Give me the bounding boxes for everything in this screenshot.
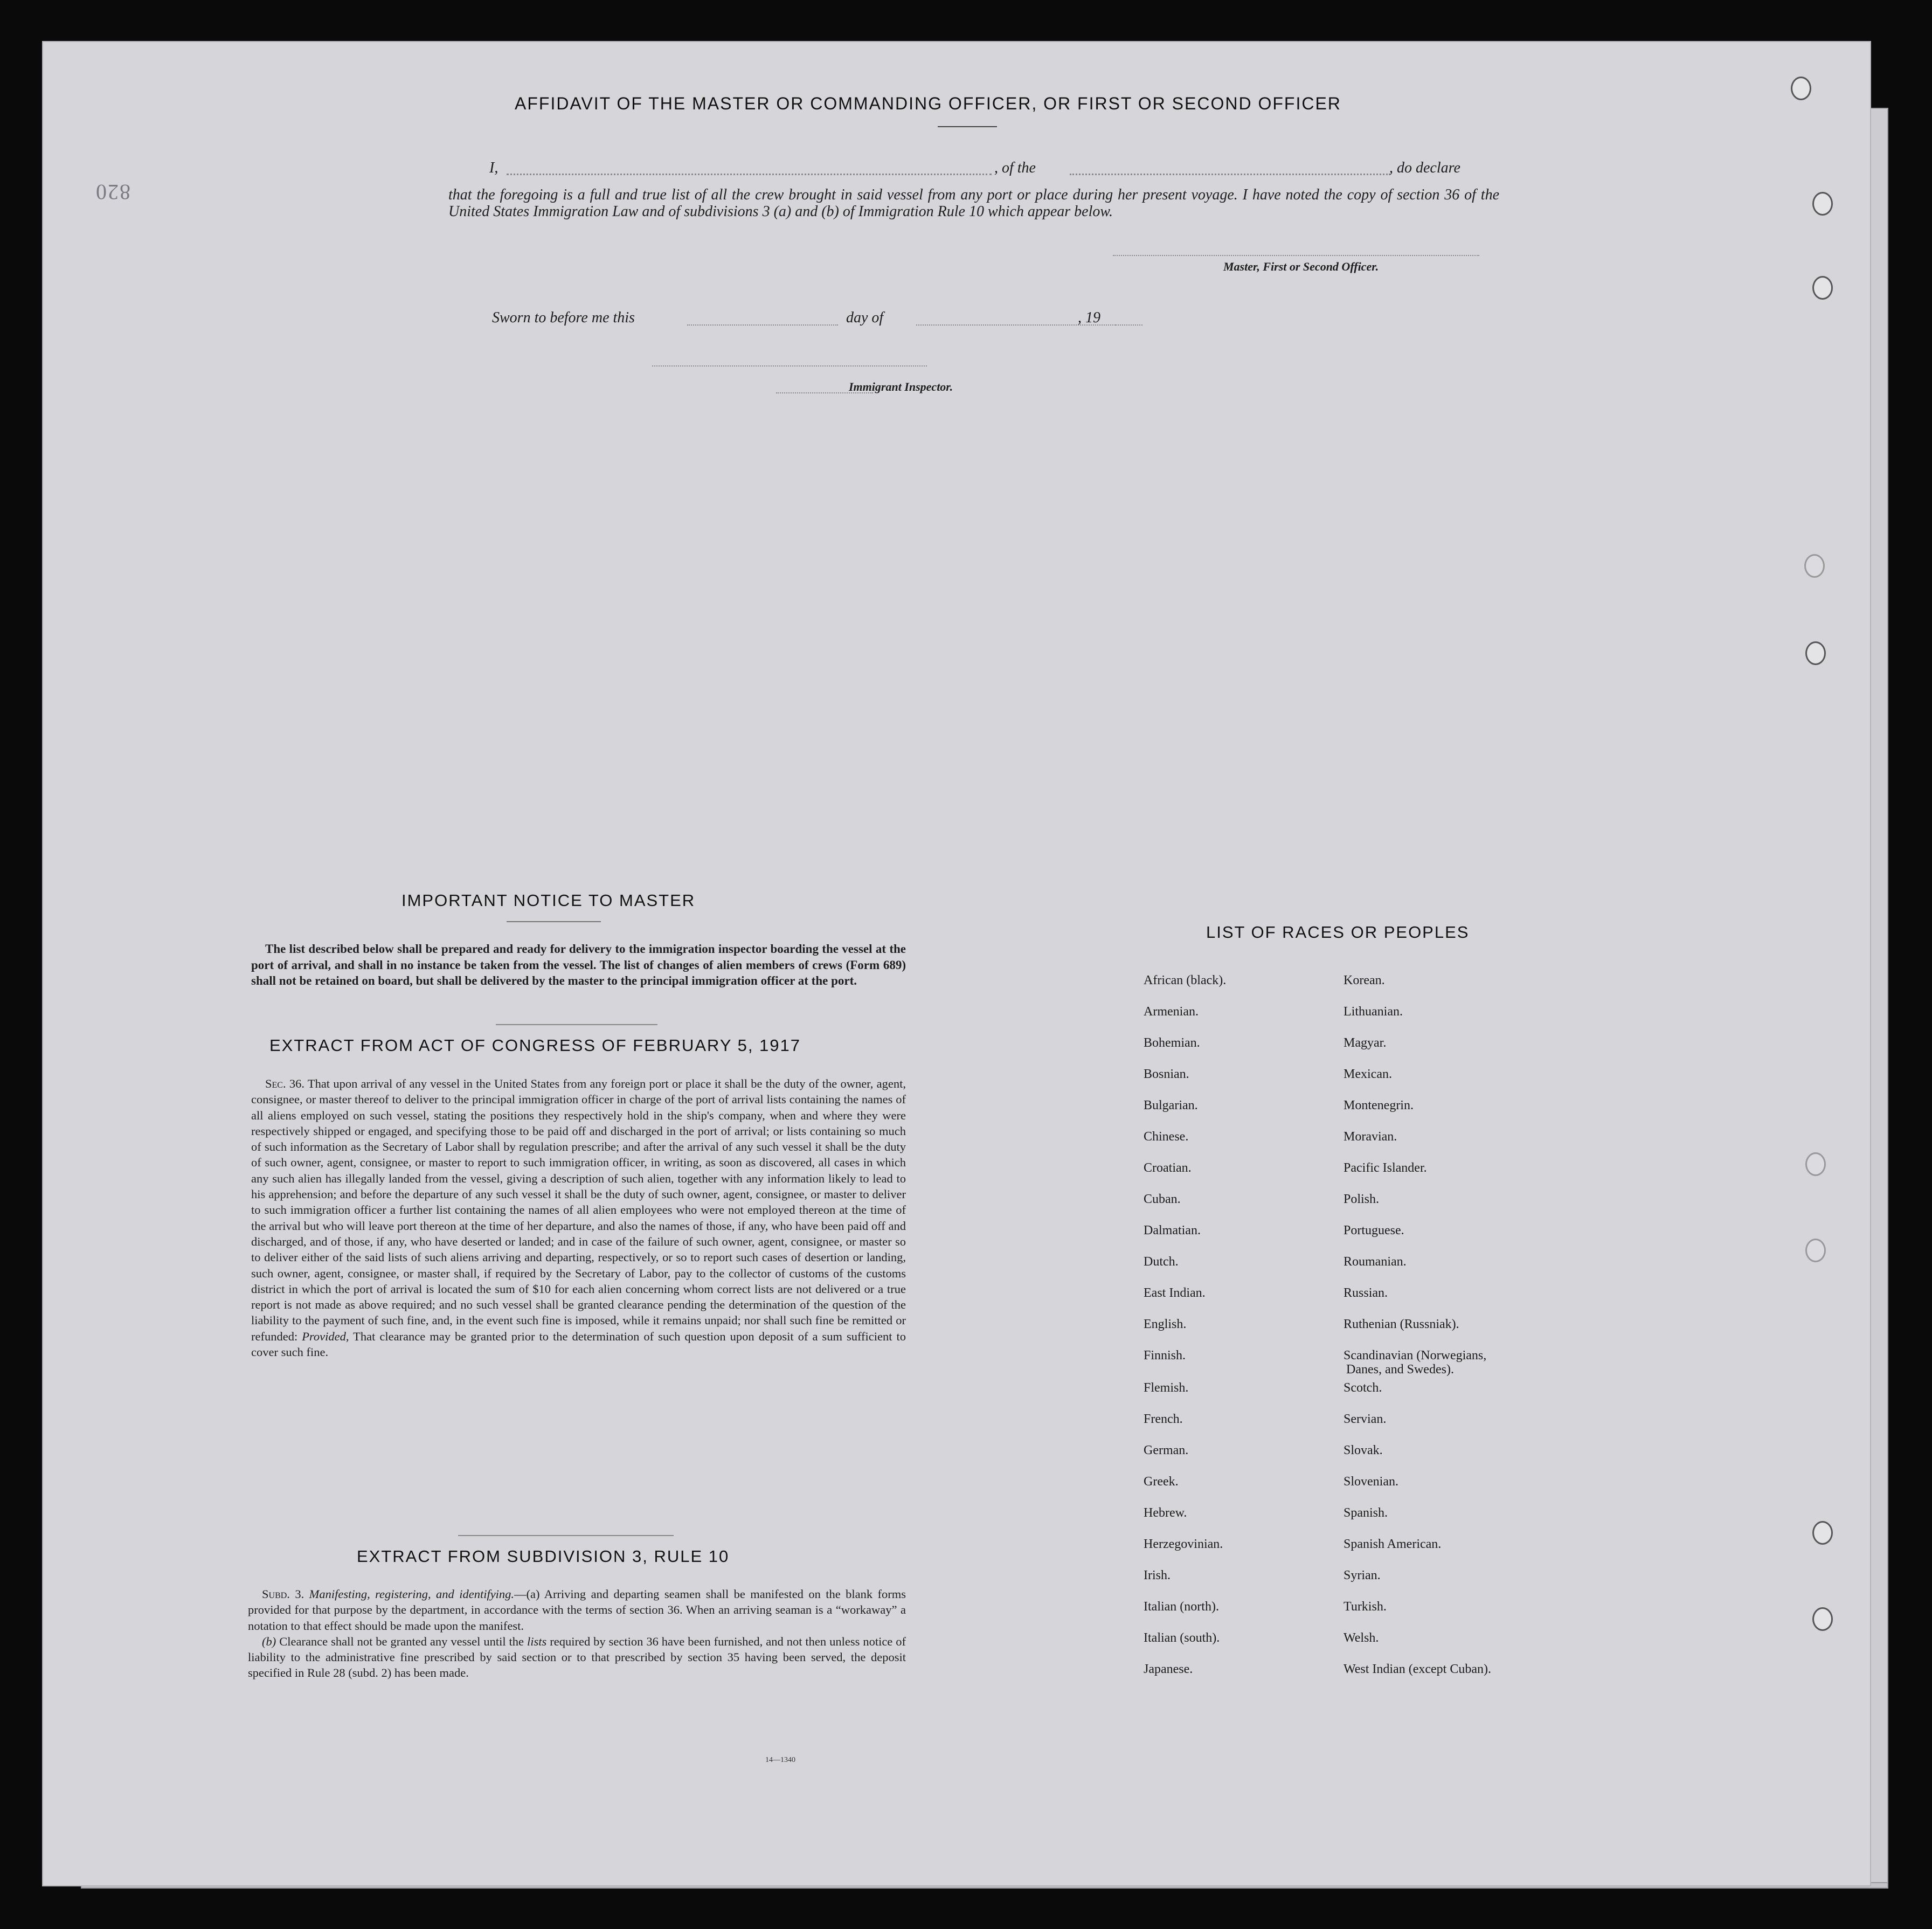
binder-hole [1805,1152,1826,1176]
affidavit-body: that the foregoing is a full and true list of all the crew brought in said vessel from any port or place during her present voyage. I have noted the copy of section 36 of the United States Immigration Law and of subdivisions 3 (a) and (b) of Immigration Rule 10 which appear below. [448,186,1499,220]
race-item: African (black). [1144,973,1227,987]
binder-hole [1805,641,1826,665]
rule-subd-label: Subd. 3. [262,1587,304,1601]
race-item: French. [1144,1412,1183,1426]
signature-caption: Master, First or Second Officer. [1223,260,1379,273]
race-item: Polish. [1344,1192,1380,1206]
binder-hole [1804,554,1825,578]
act-section-label: Sec. 36. [265,1077,304,1090]
rule-para-b-pre: Clearance shall not be granted any vessel until the [279,1634,524,1648]
notice-text [251,941,906,989]
act-rule [458,1535,674,1536]
affidavit-divider [938,126,997,127]
race-item: Turkish. [1344,1600,1387,1614]
race-item: Chinese. [1144,1130,1189,1144]
race-scandinavian-continuation: Danes, and Swedes). [1346,1363,1454,1377]
race-item: Ruthenian (Russniak). [1344,1317,1459,1331]
race-item: Slovenian. [1344,1475,1398,1489]
signature-blank [1113,255,1479,256]
affidavit-of-the-label: , of the [994,160,1036,176]
notice-rule [496,1024,657,1025]
race-item: Slovak. [1344,1443,1383,1457]
race-item: Lithuanian. [1344,1005,1403,1019]
affidavit-i-label: I, [489,160,498,176]
sworn-label: Sworn to before me this [492,309,635,326]
notice-title: IMPORTANT NOTICE TO MASTER [401,891,696,910]
affidavit-do-declare-label: , do declare [1389,160,1460,176]
inspector-caption: Immigrant Inspector. [849,380,953,393]
binder-hole [1812,1521,1833,1545]
affidavit-title: AFFIDAVIT OF THE MASTER OR COMMANDING OFFICER, OR FIRST OR SECOND OFFICER [515,94,1341,113]
race-item: Roumanian. [1344,1255,1407,1269]
rule-para-b-label: (b) [262,1634,276,1648]
document-page [43,42,1870,1885]
race-item: Bosnian. [1144,1067,1189,1081]
inspector-blank-1 [652,365,927,367]
race-item: Croatian. [1144,1161,1192,1175]
race-item: Korean. [1344,973,1385,987]
race-item: Pacific Islander. [1344,1161,1427,1175]
race-item: Armenian. [1144,1005,1199,1019]
binder-hole [1812,192,1833,216]
race-item: Syrian. [1344,1568,1381,1582]
rule-para-b-post: required by section 36 have been furnished, and not then unless notice of liability to the administrative fine prescribed by said section or to that prescribed by section 35 having been served, the deposit specified in Rule 28 (subd. 2) has been made. [248,1634,906,1680]
race-item: Russian. [1344,1286,1388,1300]
race-item: Magyar. [1344,1036,1387,1050]
rule-para-a: —(a) Arriving and departing seamen shall be manifested on the blank forms provided for that purpose by the department, in accordance with the terms of section 36. When an arriving seaman is a “workaway” a notation to that effect should be made upon the manifest. [248,1587,906,1633]
race-item: Bulgarian. [1144,1098,1198,1112]
notice-paragraph: The list described below shall be prepared and ready for delivery to the immigration inspector boarding the vessel at the port of arrival, and shall in no instance be taken from the vessel. The list of changes of alien members of crews (Form 689) shall not be retained on board, but shall be delivered by the master to the principal immigration officer at the port. [251,942,906,987]
race-item: Finnish. [1144,1349,1186,1363]
race-item: Spanish. [1344,1506,1388,1520]
act-section-text: That upon arrival of any vessel in the United States from any foreign port or place it shall be the duty of the owner, agent, consignee, or master thereof to deliver to the principal immigration officer in charge of the port of arrival lists containing the names of all aliens employed on such vessel, stating the positions they respectively hold in the ship's company, when and where they were respectively shipped or engaged, and specifying those to be paid off and discharged in the port of arrival; or lists containing so much of such information as the Secretary of Labor shall by regulation prescribe; and after the arrival of any such vessel it shall be the duty of such owner, agent, consignee, or master to report to such immigration officer, in writing, as soon as discovered, all cases in which any such alien has illegally landed from the vessel, giving a description of such alien, together with any information likely to lead to his apprehension; and before the departure of any such vessel it shall be the duty of such owner, agent, consignee, or master to deliver to such immigration officer a further list containing the names of all alien employees who were not employed thereon at the time of the arrival but who will leave port thereon at the time of her departure, and also the names of those, if any, who have been paid off and discharged, and of those, if any, who have deserted or landed; and in case of the failure of such owner, agent, consignee, or master so to deliver either of the said lists of such aliens arriving and departing, respectively, or so to report such cases of desertion or landing, such owner, agent, consignee, or master shall, if required by the Secretary of Labor, pay to the collector of customs of the customs district in which the port of arrival is located the sum of $10 for each alien concerning whom correct lists are not delivered or a true report is not made as above required; and no such vessel shall be granted clearance pending the determination of the question of the liability to the payment of such fine, and, in the event such fine is imposed, while it remains unpaid; nor shall such fine be remitted or refunded: [251,1077,906,1343]
race-item: Bohemian. [1144,1036,1200,1050]
race-item: Irish. [1144,1568,1171,1582]
year-label: , 19 [1078,309,1100,326]
vessel-blank [1070,174,1390,175]
race-item: Dalmatian. [1144,1223,1201,1237]
race-item: Scotch. [1344,1381,1382,1395]
binder-hole [1812,1607,1833,1631]
act-title: EXTRACT FROM ACT OF CONGRESS OF FEBRUARY 5, 1917 [269,1036,801,1055]
sworn-day-blank [687,324,838,326]
binder-hole [1812,276,1833,300]
form-number: 14—1340 [765,1756,795,1764]
race-item: Portuguese. [1344,1223,1404,1237]
race-item: Mexican. [1344,1067,1392,1081]
race-item: Italian (north). [1144,1600,1219,1614]
rule-title: EXTRACT FROM SUBDIVISION 3, RULE 10 [357,1547,730,1566]
notice-divider [507,921,601,922]
rule-para-b-lists: lists [527,1634,547,1648]
race-item: Scandinavian (Norwegians, [1344,1349,1487,1363]
rule-text [248,1586,906,1681]
race-item: German. [1144,1443,1189,1457]
sworn-year-blank [1116,324,1142,326]
race-item: Japanese. [1144,1662,1193,1676]
race-item: Moravian. [1344,1130,1397,1144]
race-item: Montenegrin. [1344,1098,1414,1112]
binder-hole [1805,1239,1826,1262]
day-of-label: day of [846,309,884,326]
race-item: Welsh. [1344,1631,1379,1645]
races-title: LIST OF RACES OR PEOPLES [1206,923,1470,942]
act-provided-label: Provided, [302,1329,349,1343]
race-item: Italian (south). [1144,1631,1220,1645]
race-item: English. [1144,1317,1187,1331]
race-item: Herzegovinian. [1144,1537,1223,1551]
race-item: Dutch. [1144,1255,1179,1269]
race-item: West Indian (except Cuban). [1344,1662,1491,1676]
race-item: Greek. [1144,1475,1179,1489]
binder-hole [1791,77,1811,100]
act-provided-text: That clearance may be granted prior to the determination of such question upon deposit of a sum sufficient to cover such fine. [251,1329,906,1359]
race-item: Flemish. [1144,1381,1189,1395]
race-item: Spanish American. [1344,1537,1442,1551]
act-text [251,1076,906,1360]
race-item: Cuban. [1144,1192,1181,1206]
race-item: Servian. [1344,1412,1387,1426]
rule-subd-heading: Manifesting, registering, and identifying. [309,1587,515,1601]
race-item: East Indian. [1144,1286,1206,1300]
stamp-number: 820 [95,180,130,204]
race-item: Hebrew. [1144,1506,1187,1520]
name-blank [507,174,992,175]
